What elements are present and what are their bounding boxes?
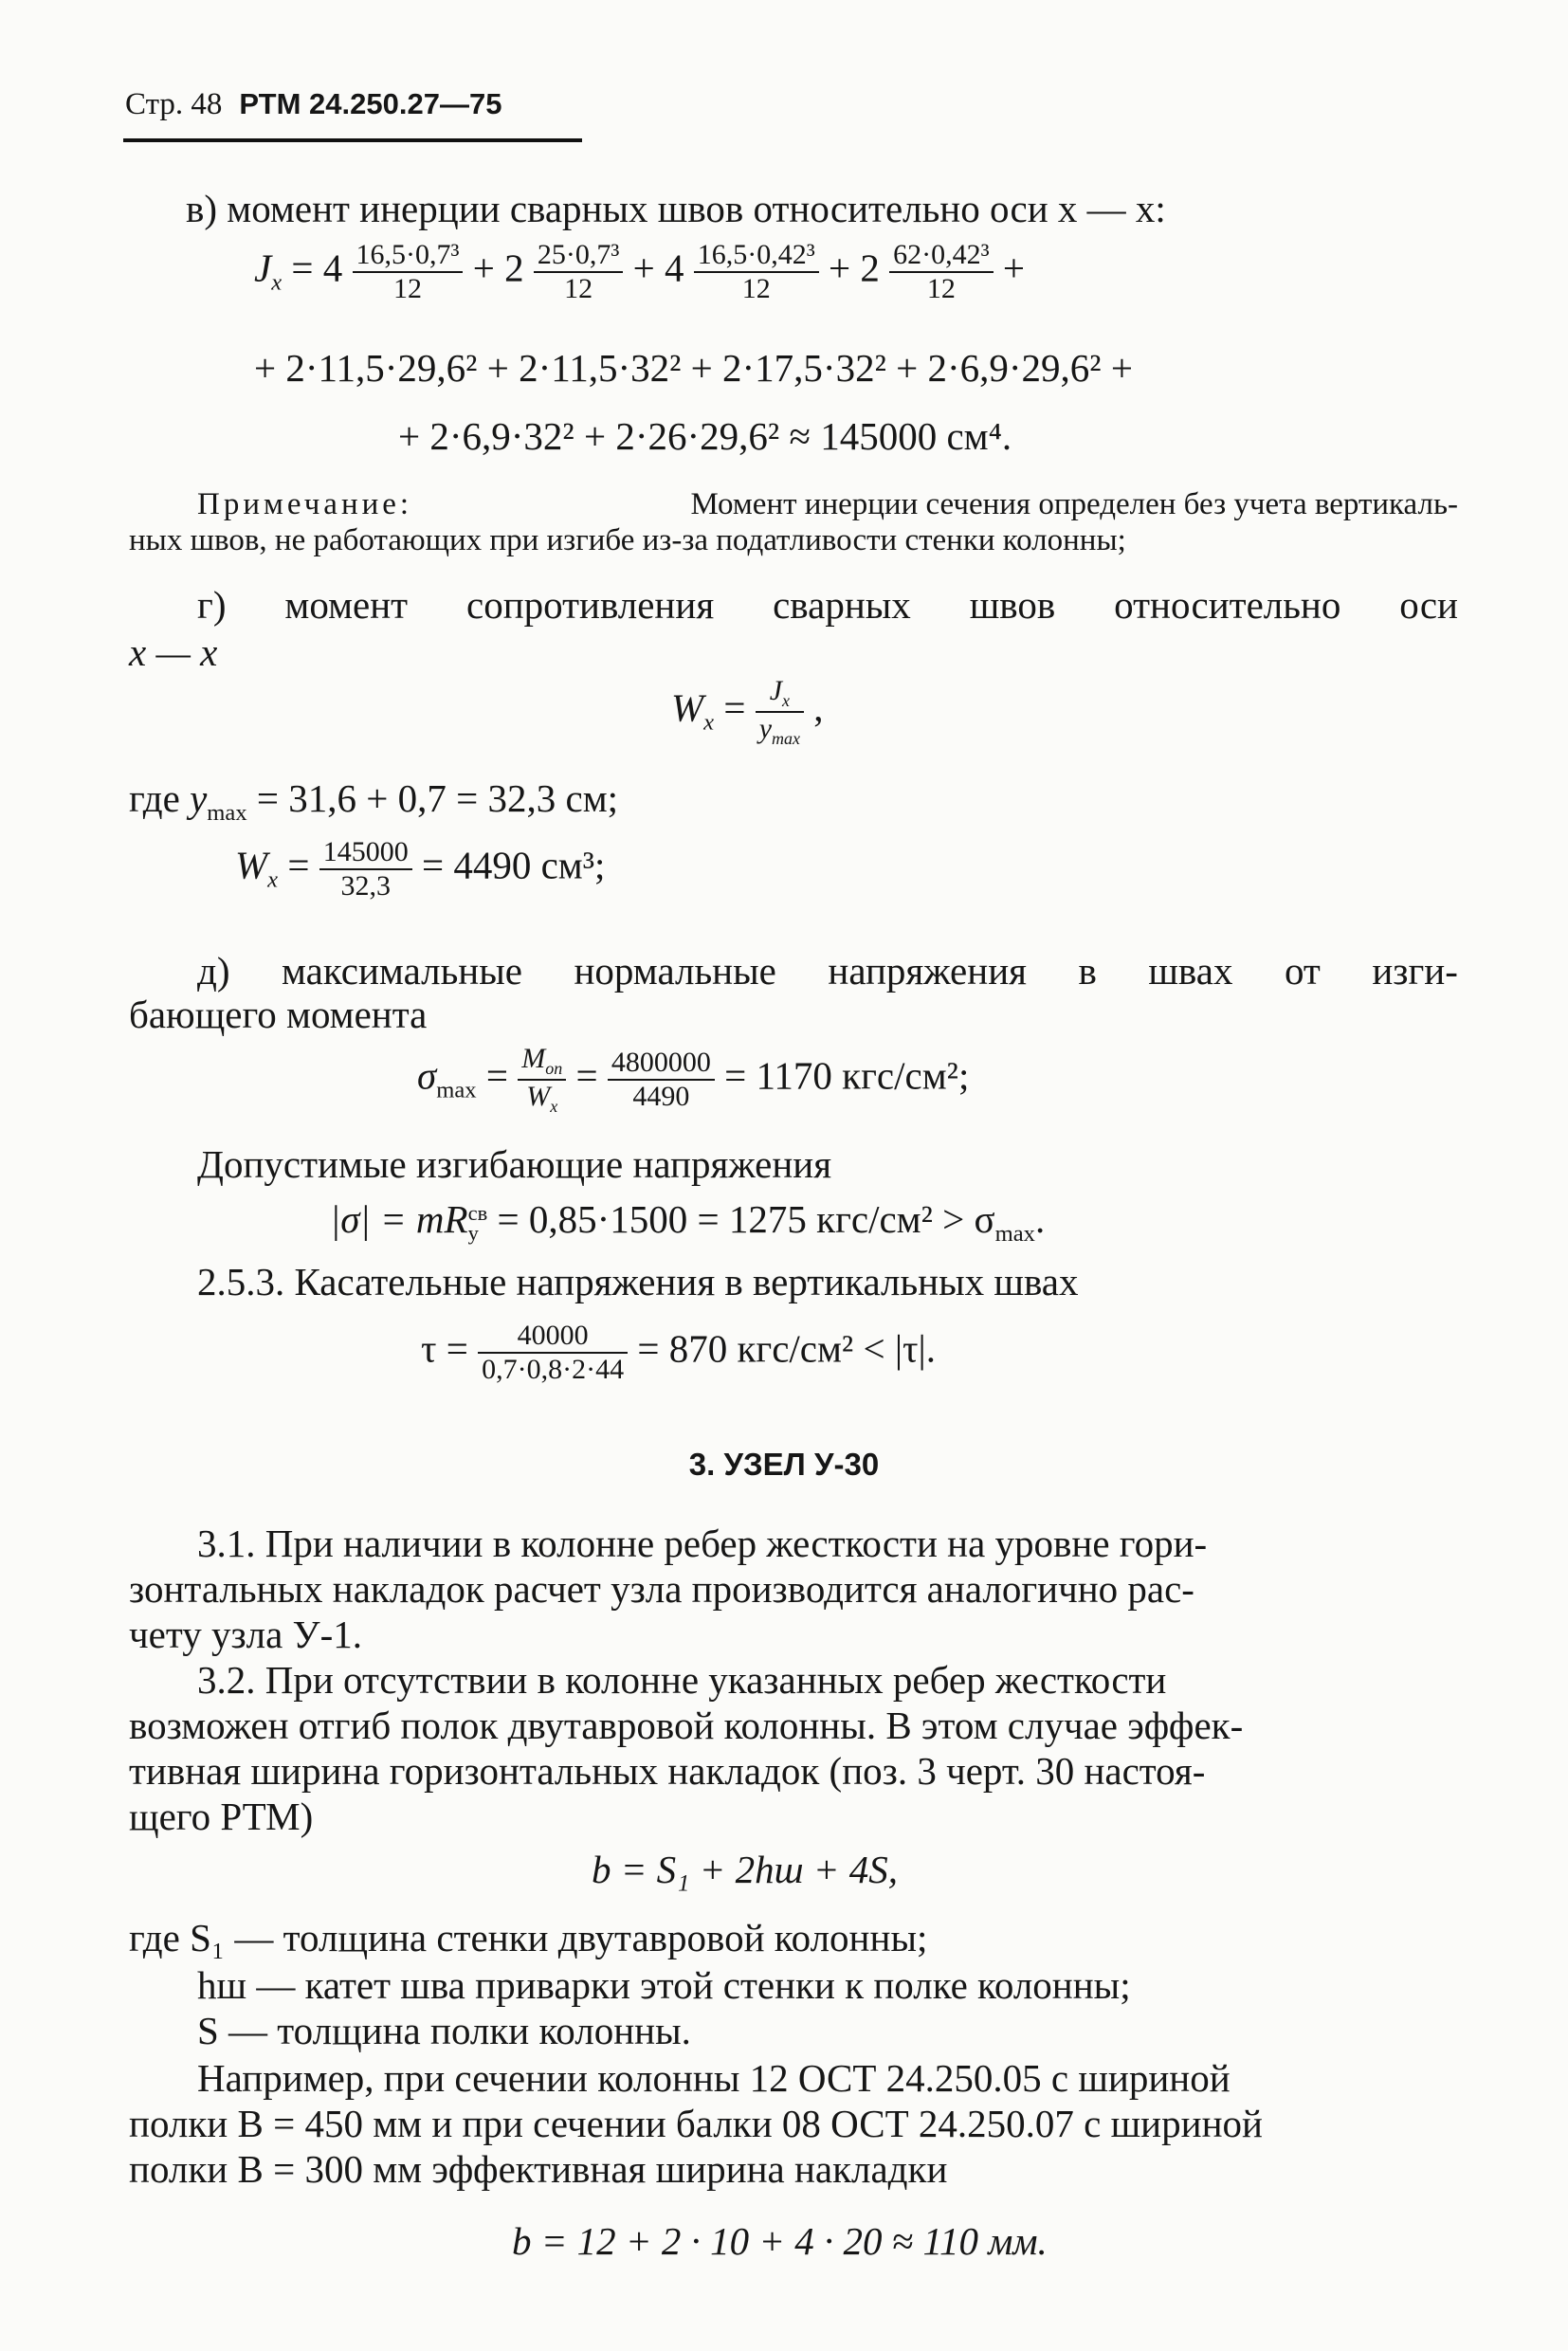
page-header: [125, 87, 501, 122]
where-s1: где S₁ — толщина стенки двутавровой колонны;: [129, 1916, 928, 1959]
tau-fraction: [478, 1320, 628, 1386]
p31-line2: зонтальных накладок расчет узла производится аналогично рас-: [129, 1567, 1194, 1611]
wx2-eq: =: [287, 843, 310, 887]
sigma-num2: 4800000: [611, 1047, 711, 1078]
sigma-num1-sub: оп: [545, 1059, 563, 1078]
ymax-rest: = 31,6 + 0,7 = 32,3 см;: [256, 776, 619, 820]
p32-line3: тивная ширина горизонтальных накладок (поз. 3 черт. 30 настоя-: [129, 1749, 1206, 1793]
sigma-num1-var: M: [521, 1043, 546, 1074]
p32-line4: щего РТМ): [129, 1795, 314, 1838]
note-line1: [197, 487, 1458, 522]
jx-lhs: J: [254, 246, 272, 290]
sigma-den1-sub: x: [550, 1097, 558, 1116]
item-g-w4: швов: [969, 583, 1056, 627]
jx-t1-coef: = 4: [291, 246, 343, 290]
wx-eq: =: [723, 685, 746, 730]
sigma-eq2: =: [575, 1053, 598, 1098]
wx2-num: 145000: [322, 836, 409, 867]
wx-den-var: y: [758, 713, 773, 744]
jx-t2-num: 25·0,7³: [537, 239, 620, 270]
jx-t1-den: 12: [353, 271, 464, 305]
p32-line2: возможен отгиб полок двутавровой колонны. В этом случае эффек-: [129, 1704, 1244, 1747]
p253-title: 2.5.3. Касательные напряжения в вертикальных швах: [197, 1260, 1079, 1303]
note-label: Примечание:: [197, 487, 413, 521]
jx-t4-num: 62·0,42³: [893, 239, 990, 270]
wx2-fraction: [319, 836, 412, 902]
sigma-den1-var: W: [526, 1081, 551, 1112]
wx-lhs: W: [671, 685, 704, 730]
jx-t3-fraction: [694, 239, 819, 305]
allow-eq-a: |σ| = mR: [330, 1197, 468, 1241]
tau-formula: [421, 1320, 936, 1386]
wx-num-sub: x: [782, 691, 791, 710]
item-d-w7: изги-: [1372, 949, 1458, 993]
wx2-rest: = 4490 см³;: [421, 843, 606, 887]
sigma-eq1: =: [485, 1053, 508, 1098]
item-d-w3: напряжения: [828, 949, 1027, 993]
item-d-line1: [197, 948, 1458, 993]
example-line1: Например, при сечении колонны 12 ОСТ 24.250.05 с шириной: [197, 2056, 1231, 2100]
sigma-lhs-sub: max: [436, 1077, 477, 1103]
allow-supsub: [467, 1201, 488, 1245]
jx-t2-den: 12: [534, 271, 623, 305]
wx-definition: [671, 675, 824, 749]
wx-tail: ,: [813, 685, 824, 730]
allow-sup: св: [467, 1201, 488, 1226]
note-line2: ных швов, не работающих при изгибе из-за податливости стенки колонны;: [129, 523, 1126, 557]
jx-t4-coef: + 2: [828, 246, 880, 290]
item-g-line2: x — x: [129, 630, 218, 674]
jx-t1-fraction: [353, 239, 464, 305]
sigma-frac2: [608, 1047, 715, 1113]
wx2-sub: x: [267, 866, 279, 893]
tau-lhs: τ =: [421, 1326, 468, 1371]
p31-line1: 3.1. При наличии в колонне ребер жесткости на уровне гори-: [197, 1522, 1208, 1565]
ymax-sub: max: [207, 800, 247, 827]
item-d-w0: д): [197, 949, 230, 993]
item-g-w0: г): [197, 583, 227, 627]
where-hsh: hш — катет шва приварки этой стенки к полке колонны;: [197, 1963, 1131, 2007]
where-prefix: где: [129, 776, 180, 820]
jx-t3-den: 12: [694, 271, 819, 305]
tau-num: 40000: [517, 1320, 589, 1351]
item-g-w1: момент: [284, 583, 409, 627]
jx-t4-den: 12: [889, 271, 993, 305]
jx-t4-fraction: [889, 239, 993, 305]
wx-den: [756, 711, 804, 749]
jx-t1-num: 16,5·0,7³: [356, 239, 460, 270]
item-g-w3: сварных: [773, 583, 911, 627]
wx-lhs-sub: x: [703, 709, 715, 736]
jx-formula-line3: + 2·6,9·32² + 2·26·29,6² ≈ 145000 см⁴.: [398, 414, 1012, 458]
ymax-line: [129, 775, 618, 827]
b-formula: b = S₁ + 2hш + 4S,: [592, 1848, 898, 1891]
sigma-num1: [518, 1043, 566, 1079]
note-text: Момент инерции сечения определен без учета вертикаль-: [690, 487, 1458, 521]
header-rule: [123, 138, 582, 142]
sigma-den2: 4490: [608, 1079, 715, 1113]
jx-formula-line2: + 2·11,5·29,6² + 2·11,5·32² + 2·17,5·32² + 2·6,9·29,6² +: [254, 346, 1133, 390]
allow-eq-b-sub: max: [994, 1221, 1035, 1248]
wx-fraction: [756, 675, 804, 749]
allow-title: Допустимые изгибающие напряжения: [197, 1142, 832, 1186]
jx-t3-num: 16,5·0,42³: [697, 239, 815, 270]
where-s: S — толщина полки колонны.: [197, 2009, 691, 2052]
tau-rest: = 870 кгс/см² < |τ|.: [637, 1326, 936, 1371]
allow-eq-b: = 0,85·1500 = 1275 кгс/см² > σ: [497, 1197, 995, 1241]
wx2-lhs: W: [235, 843, 268, 887]
allow-sub: у: [467, 1220, 479, 1245]
item-g-line1: [197, 582, 1458, 628]
item-d-w6: от: [1284, 949, 1321, 993]
wx-den-sub: max: [772, 729, 801, 748]
example-formula: b = 12 + 2 · 10 + 4 · 20 ≈ 110 мм.: [512, 2219, 1048, 2263]
item-d-line2: бающего момента: [129, 993, 428, 1036]
item-g-w6: оси: [1399, 583, 1458, 627]
item-d-w4: в: [1078, 949, 1097, 993]
page-number: Стр. 48: [125, 87, 223, 121]
sigma-rest: = 1170 кгс/см²;: [724, 1053, 970, 1098]
item-d-w5: швах: [1148, 949, 1233, 993]
jx-formula-line1: [254, 239, 1025, 305]
jx-t2-coef: + 2: [472, 246, 524, 290]
jx-lhs-sub: x: [271, 269, 283, 296]
sigma-max-formula: [417, 1043, 969, 1117]
allow-eq-end: .: [1034, 1197, 1046, 1241]
tau-den: 0,7·0,8·2·44: [478, 1352, 628, 1386]
document-code: РТМ 24.250.27—75: [239, 87, 502, 120]
item-g-w5: относительно: [1114, 583, 1341, 627]
wx-num: [756, 675, 804, 711]
wx2-den: 32,3: [319, 868, 412, 902]
wx-num-var: J: [769, 675, 783, 706]
item-v-label: в) момент инерции сварных швов относительно оси x — x:: [186, 187, 1166, 230]
example-line2: полки B = 450 мм и при сечении балки 08 ОСТ 24.250.07 с шириной: [129, 2102, 1263, 2145]
sigma-lhs: σ: [417, 1053, 437, 1098]
item-d-w2: нормальные: [574, 949, 776, 993]
item-g-w2: сопротивления: [466, 583, 715, 627]
section-3-title: 3. УЗЕЛ У-30: [688, 1447, 880, 1482]
allow-formula: [330, 1196, 1045, 1248]
ymax-var: y: [190, 776, 208, 820]
jx-t2-fraction: [534, 239, 623, 305]
item-d-w1: максимальные: [282, 949, 522, 993]
example-line3: полки B = 300 мм эффективная ширина накладки: [129, 2147, 948, 2191]
sigma-den1: [518, 1079, 566, 1117]
p32-line1: 3.2. При отсутствии в колонне указанных ребер жесткости: [197, 1658, 1167, 1702]
p31-line3: чету узла У-1.: [129, 1613, 362, 1656]
jx-t3-coef: + 4: [632, 246, 684, 290]
jx-t4-tail: +: [1002, 246, 1025, 290]
wx-value-line: [235, 836, 605, 902]
sigma-frac1: [518, 1043, 566, 1117]
